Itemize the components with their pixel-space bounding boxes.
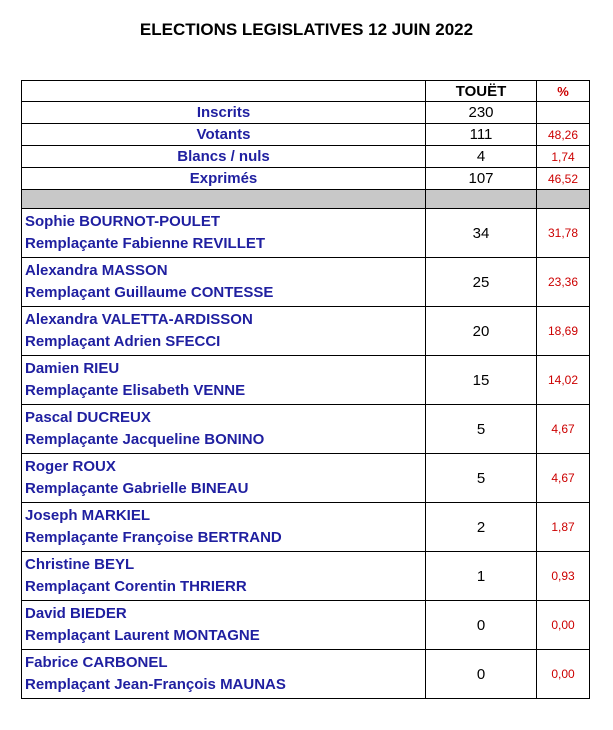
candidate-votes: 20 [426,307,537,356]
candidate-row [22,209,590,258]
candidate-cell [22,650,426,699]
substitute-name: Remplaçante Elisabeth VENNE [25,382,246,399]
candidate-pct: 31,78 [537,209,590,258]
summary-label: Inscrits [22,102,426,124]
summary-value: 230 [426,102,537,124]
substitute-name: Remplaçante Françoise BERTRAND [25,529,282,546]
candidate-cell [22,307,426,356]
candidate-cell [22,601,426,650]
summary-label: Votants [22,124,426,146]
candidate-cell [22,258,426,307]
candidate-votes: 25 [426,258,537,307]
candidate-pct: 18,69 [537,307,590,356]
substitute-name: Remplaçant Jean-François MAUNAS [25,676,286,693]
summary-pct: 1,74 [537,146,590,168]
candidate-name: Roger ROUX [25,458,116,475]
candidate-row [22,405,590,454]
substitute-name: Remplaçante Fabienne REVILLET [25,235,266,252]
candidate-votes: 2 [426,503,537,552]
page-title: ELECTIONS LEGISLATIVES 12 JUIN 2022 [139,20,474,39]
candidate-cell [22,503,426,552]
commune-header: TOUËT [426,81,537,102]
substitute-name: Remplaçant Adrien SFECCI [25,333,221,350]
summary-pct: 46,52 [537,168,590,190]
candidate-name: Fabrice CARBONEL [25,654,168,671]
candidate-votes: 15 [426,356,537,405]
candidate-votes: 0 [426,650,537,699]
separator-row [22,190,590,209]
candidate-votes: 5 [426,405,537,454]
summary-label: Exprimés [22,168,426,190]
candidate-votes: 1 [426,552,537,601]
summary-row-blancs-nuls [22,146,590,168]
candidate-name: Pascal DUCREUX [25,409,151,426]
candidate-pct: 0,00 [537,601,590,650]
candidate-name: Joseph MARKIEL [25,507,151,524]
candidate-row [22,258,590,307]
candidate-name: Damien RIEU [25,360,120,377]
candidate-cell [22,405,426,454]
candidate-row [22,454,590,503]
candidate-name: Christine BEYL [25,556,135,573]
candidate-name: Sophie BOURNOT-POULET [25,213,220,230]
summary-value: 111 [426,124,537,146]
summary-row-votants [22,124,590,146]
candidate-row [22,503,590,552]
candidate-row [22,552,590,601]
summary-pct: 48,26 [537,124,590,146]
candidate-row [22,601,590,650]
substitute-name: Remplaçante Jacqueline BONINO [25,431,265,448]
candidate-votes: 0 [426,601,537,650]
candidate-pct: 0,93 [537,552,590,601]
summary-row-inscrits [22,102,590,124]
candidate-cell [22,356,426,405]
candidate-votes: 5 [426,454,537,503]
candidate-name: Alexandra MASSON [25,262,168,279]
candidate-pct: 23,36 [537,258,590,307]
substitute-name: Remplaçant Guillaume CONTESSE [25,284,274,301]
candidate-pct: 4,67 [537,454,590,503]
candidate-name: Alexandra VALETTA-ARDISSON [25,311,253,328]
summary-value: 107 [426,168,537,190]
candidate-name: David BIEDER [25,605,127,622]
substitute-name: Remplaçante Gabrielle BINEAU [25,480,249,497]
summary-value: 4 [426,146,537,168]
candidate-pct: 1,87 [537,503,590,552]
candidate-cell [22,454,426,503]
candidate-row [22,307,590,356]
summary-label: Blancs / nuls [22,146,426,168]
percent-header: % [537,81,590,102]
header-empty-cell [22,81,426,102]
candidate-row [22,356,590,405]
candidate-row [22,650,590,699]
results-table [21,80,590,699]
candidate-cell [22,209,426,258]
candidate-pct: 4,67 [537,405,590,454]
candidate-cell [22,552,426,601]
summary-pct [537,102,590,124]
substitute-name: Remplaçant Corentin THRIERR [25,578,247,595]
candidate-pct: 14,02 [537,356,590,405]
substitute-name: Remplaçant Laurent MONTAGNE [25,627,260,644]
candidate-pct: 0,00 [537,650,590,699]
summary-row-exprimes [22,168,590,190]
candidate-votes: 34 [426,209,537,258]
header-row [22,81,590,102]
